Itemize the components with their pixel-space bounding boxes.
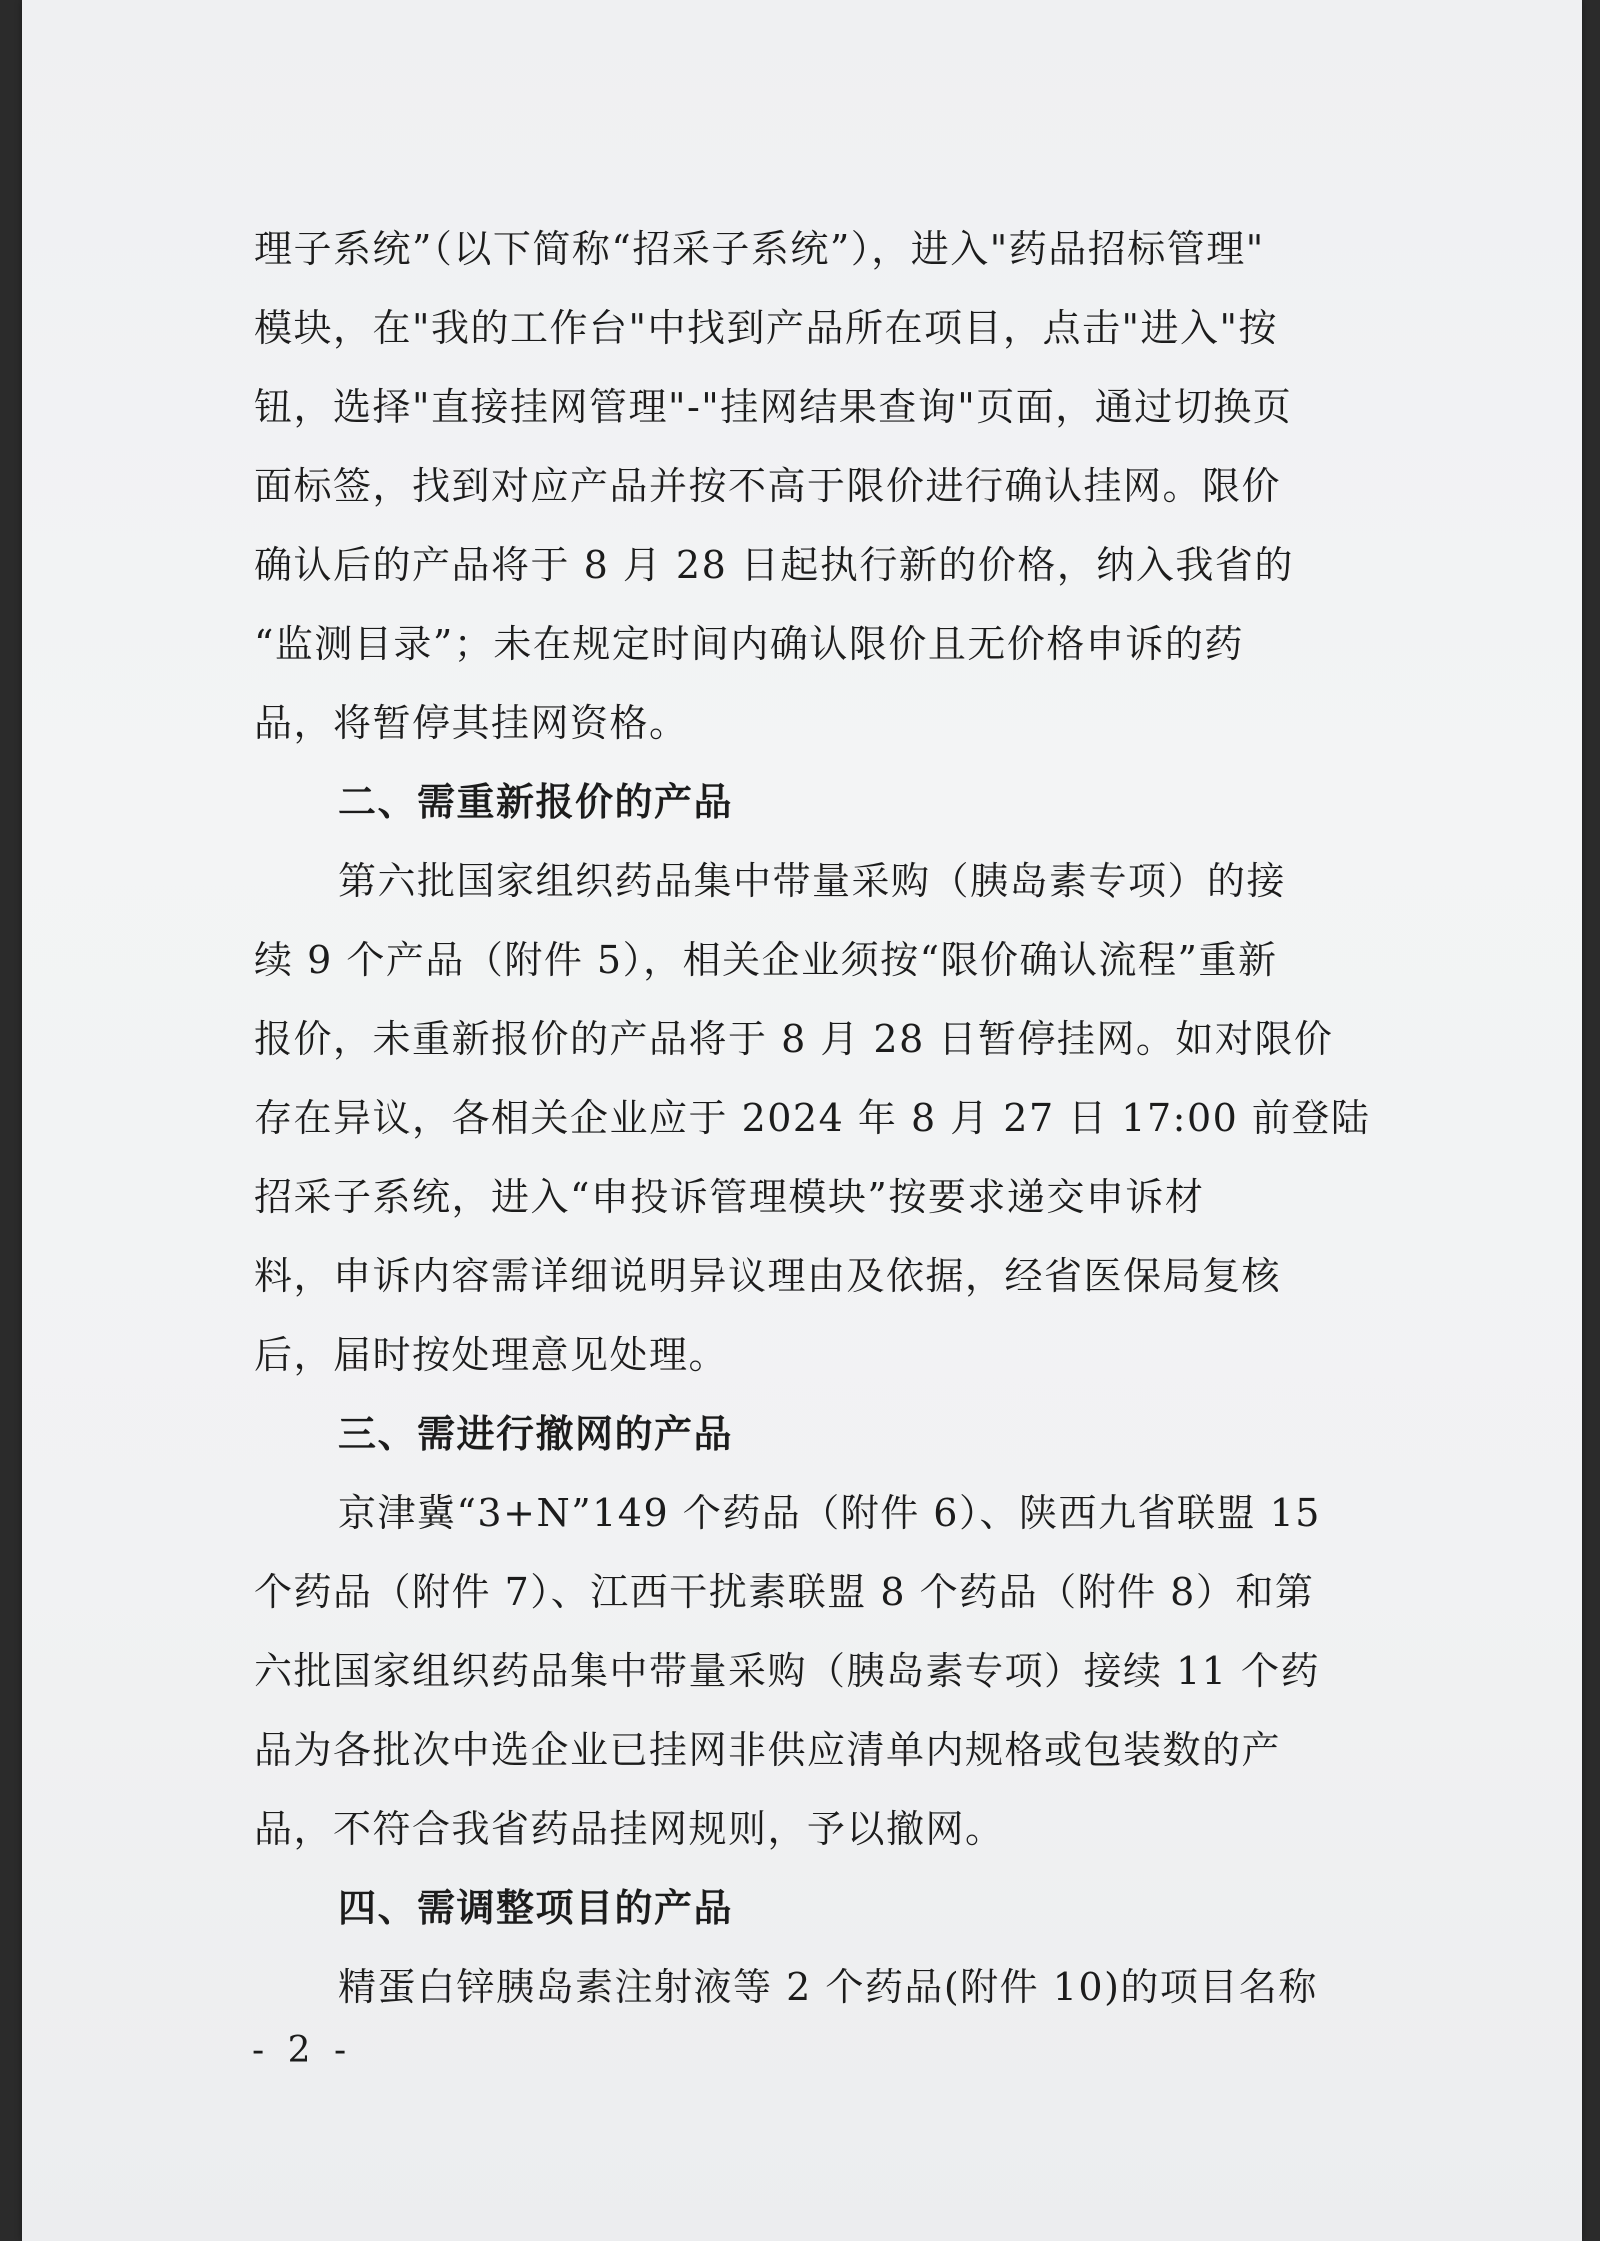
text-line: 料，申诉内容需详细说明异议理由及依据，经省医保局复核 xyxy=(254,1254,1282,1298)
text-line: 存在异议，各相关企业应于 2024 年 8 月 27 日 17:00 前登陆 xyxy=(254,1096,1371,1140)
section-withdraw-paragraph xyxy=(254,1474,1394,1869)
text-line: 品为各批次中选企业已挂网非供应清单内规格或包装数的产 xyxy=(254,1728,1282,1772)
text-line: 后，届时按处理意见处理。 xyxy=(254,1333,729,1377)
document-body xyxy=(254,210,1394,2027)
text-line: 个药品（附件 7）、江西干扰素联盟 8 个药品（附件 8）和第 xyxy=(254,1570,1315,1614)
section-heading-text: 三、需进行撤网的产品 xyxy=(338,1412,734,1456)
text-line: 报价，未重新报价的产品将于 8 月 28 日暂停挂网。如对限价 xyxy=(254,1017,1334,1061)
text-line: 品，不符合我省药品挂网规则，予以撤网。 xyxy=(254,1807,1005,1851)
text-line: 面标签，找到对应产品并按不高于限价进行确认挂网。限价 xyxy=(254,464,1282,508)
text-line: 钮，选择"直接挂网管理"-"挂网结果查询"页面，通过切换页 xyxy=(254,385,1293,429)
intro-paragraph xyxy=(254,210,1394,763)
text-line: 招采子系统，进入“申投诉管理模块”按要求递交申诉材 xyxy=(254,1175,1205,1219)
section-heading-withdraw xyxy=(254,1395,1394,1474)
section-adjust-paragraph xyxy=(254,1948,1394,2027)
text-line: 确认后的产品将于 8 月 28 日起执行新的价格，纳入我省的 xyxy=(254,543,1294,587)
text-line: 精蛋白锌胰岛素注射液等 2 个药品(附件 10)的项目名称 xyxy=(338,1965,1318,2009)
text-line: 理子系统”（以下简称“招采子系统”），进入"药品招标管理" xyxy=(254,227,1265,271)
section-heading-adjust xyxy=(254,1869,1394,1948)
section-heading-text: 二、需重新报价的产品 xyxy=(338,780,734,824)
text-line: 模块，在"我的工作台"中找到产品所在项目，点击"进入"按 xyxy=(254,306,1278,350)
page-number: - 2 - xyxy=(252,2030,353,2071)
section-heading-text: 四、需调整项目的产品 xyxy=(338,1886,734,1930)
section-heading-requote xyxy=(254,763,1394,842)
text-line: 品，将暂停其挂网资格。 xyxy=(254,701,689,745)
text-line: “监测目录”；未在规定时间内确认限价且无价格申诉的药 xyxy=(254,622,1244,666)
text-line: 六批国家组织药品集中带量采购（胰岛素专项）接续 11 个药 xyxy=(254,1649,1321,1693)
document-page xyxy=(22,0,1582,2241)
text-line: 第六批国家组织药品集中带量采购（胰岛素专项）的接 xyxy=(338,859,1287,903)
section-requote-paragraph xyxy=(254,842,1394,1395)
text-line: 续 9 个产品（附件 5），相关企业须按“限价确认流程”重新 xyxy=(254,938,1278,982)
text-line: 京津冀“3+N”149 个药品（附件 6）、陕西九省联盟 15 xyxy=(338,1491,1321,1535)
